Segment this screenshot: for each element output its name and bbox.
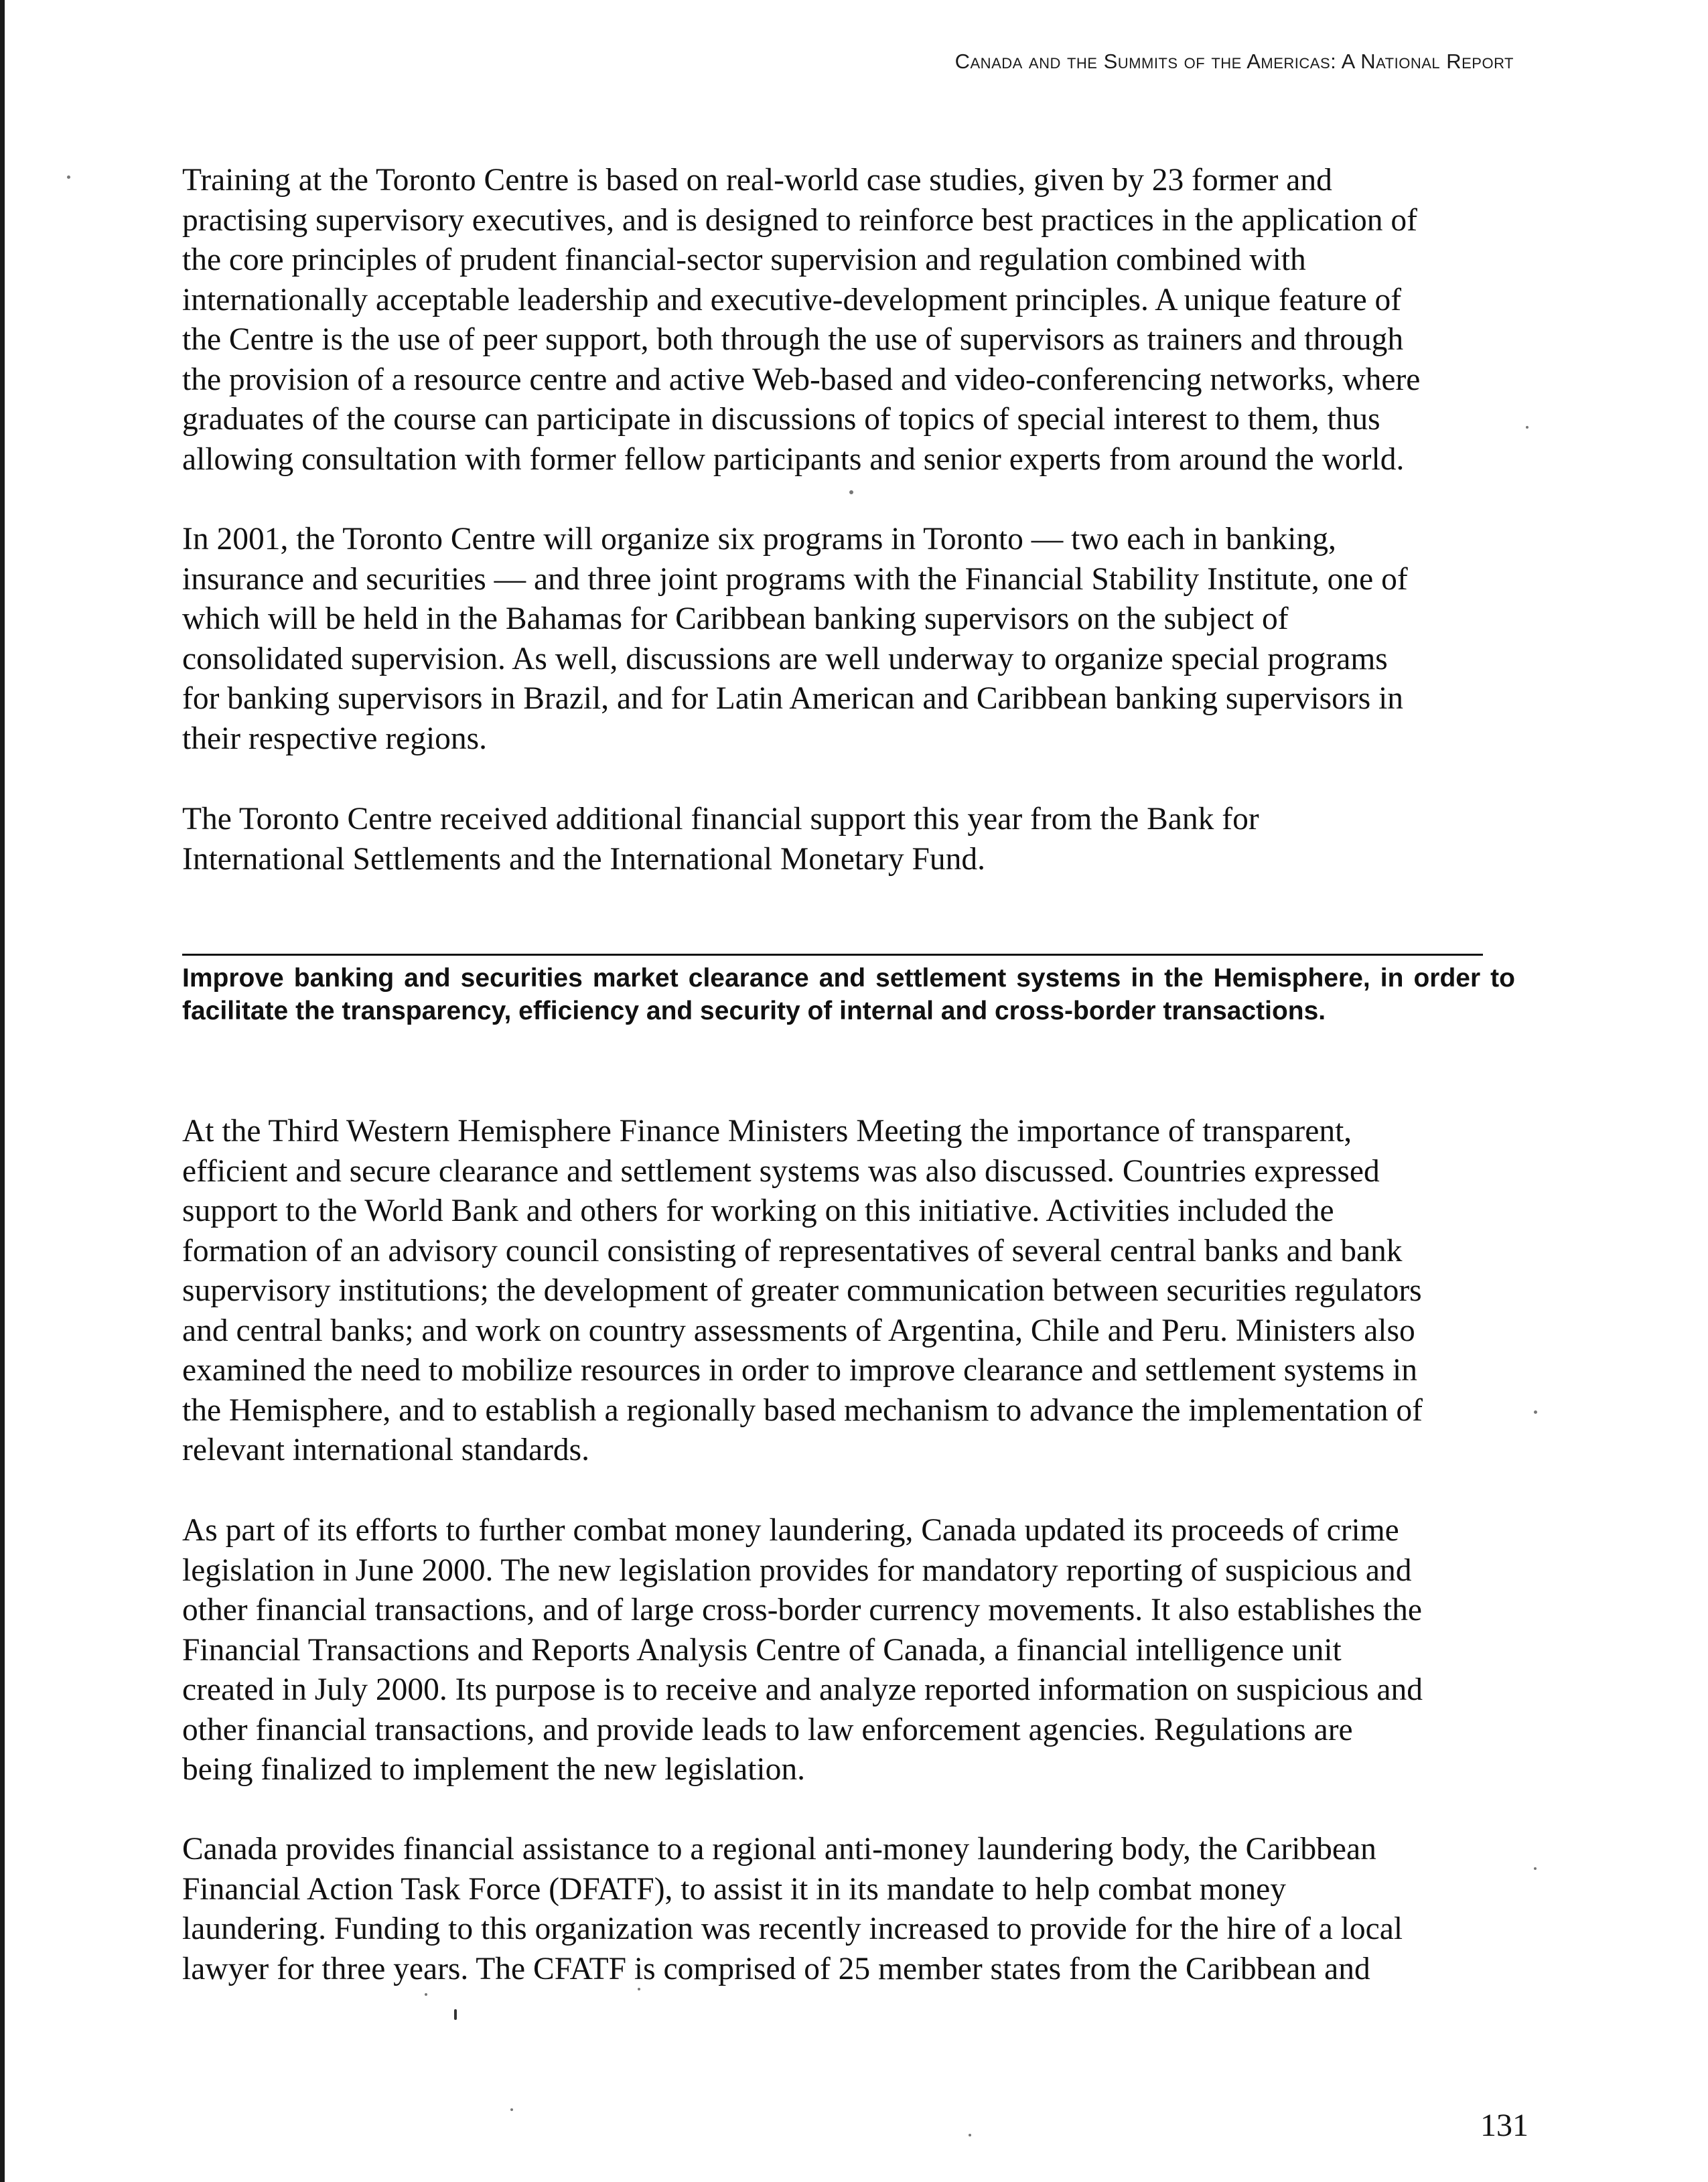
text-line: their respective regions. <box>182 721 488 756</box>
scan-speck <box>1534 1867 1537 1870</box>
scan-speck <box>67 175 70 179</box>
scan-speck <box>849 490 853 494</box>
text-line: legislation in June 2000. The new legislation provides for mandatory reporting of suspicious and <box>182 1552 1412 1588</box>
scan-speck <box>510 2108 513 2111</box>
text-line: efficient and secure clearance and settlement systems was also discussed. Countries expressed <box>182 1153 1380 1189</box>
summit-commitment-heading: Improve banking and securities market clearance and settlement systems in the Hemisphere, in order to facilitate the transparency, efficiency and security of internal and cross-border transactions. <box>182 964 1515 1025</box>
text-line: lawyer for three years. The CFATF is comprised of 25 member states from the Caribbean and <box>182 1951 1370 1986</box>
text-line: formation of an advisory council consisting of representatives of several central banks and bank <box>182 1233 1403 1268</box>
paragraph-2001-programs <box>182 520 1522 759</box>
scan-speck <box>454 2009 457 2020</box>
text-line: the provision of a resource centre and active Web-based and video-conferencing networks, where <box>182 362 1421 397</box>
text-line: As part of its efforts to further combat money laundering, Canada updated its proceeds of crime <box>182 1513 1399 1548</box>
text-line: Financial Transactions and Reports Analysis Centre of Canada, a financial intelligence unit <box>182 1632 1342 1668</box>
text-line: consolidated supervision. As well, discussions are well underway to organize special programs <box>182 641 1388 676</box>
text-line: support to the World Bank and others for working on this initiative. Activities included the <box>182 1193 1334 1228</box>
text-line: Canada provides financial assistance to a regional anti-money laundering body, the Caribbean <box>182 1832 1376 1867</box>
text-line: Training at the Toronto Centre is based on real-world case studies, given by 23 former and <box>182 163 1332 198</box>
text-line: internationally acceptable leadership and executive-development principles. A unique feature of <box>182 282 1402 317</box>
scan-speck <box>969 2134 971 2136</box>
paragraph-finance-ministers-meeting <box>182 1112 1522 1471</box>
section-divider <box>182 954 1483 956</box>
paragraph-toronto-centre-training <box>182 161 1522 480</box>
text-line: being finalized to implement the new legislation. <box>182 1752 805 1787</box>
scan-speck <box>1534 1410 1537 1414</box>
scan-speck <box>425 1993 427 1996</box>
page-number: 131 <box>1480 2108 1528 2143</box>
scan-speck <box>1526 426 1528 429</box>
text-line: insurance and securities — and three joint programs with the Financial Stability Institute, one of <box>182 561 1408 597</box>
text-line: International Settlements and the International Monetary Fund. <box>182 841 986 877</box>
text-line: created in July 2000. Its purpose is to receive and analyze reported information on suspicious and <box>182 1672 1423 1707</box>
text-line: practising supervisory executives, and is designed to reinforce best practices in the application of <box>182 202 1417 238</box>
text-line: relevant international standards. <box>182 1433 590 1467</box>
text-line: the Centre is the use of peer support, both through the use of supervisors as trainers and through <box>182 322 1404 357</box>
text-line: In 2001, the Toronto Centre will organize six programs in Toronto — two each in banking, <box>182 522 1336 557</box>
text-line: for banking supervisors in Brazil, and for Latin American and Caribbean banking supervisors in <box>182 681 1404 716</box>
text-line: other financial transactions, and of large cross-border currency movements. It also establishes the <box>182 1593 1422 1627</box>
text-line: laundering. Funding to this organization was recently increased to provide for the hire of a local <box>182 1911 1403 1946</box>
text-line: allowing consultation with former fellow participants and senior experts from around the world. <box>182 441 1405 477</box>
text-line: supervisory institutions; the development of greater communication between securities regulators <box>182 1273 1422 1308</box>
paragraph-financial-support <box>182 800 1522 879</box>
paragraph-cfatf-assistance <box>182 1830 1522 1989</box>
text-line: The Toronto Centre received additional financial support this year from the Bank for <box>182 802 1259 837</box>
text-line: At the Third Western Hemisphere Finance Ministers Meeting the importance of transparent, <box>182 1114 1352 1149</box>
text-line: Financial Action Task Force (DFATF), to assist it in its mandate to help combat money <box>182 1871 1286 1907</box>
text-line: examined the need to mobilize resources in order to improve clearance and settlement systems in <box>182 1353 1417 1388</box>
scan-speck <box>638 1988 640 1990</box>
scan-left-edge <box>0 0 5 2182</box>
running-header: Canada and the Summits of the Americas: A National Report <box>954 50 1514 73</box>
text-line: other financial transactions, and provide leads to law enforcement agencies. Regulations are <box>182 1712 1353 1747</box>
paragraph-money-laundering-legislation <box>182 1511 1522 1790</box>
text-line: and central banks; and work on country assessments of Argentina, Chile and Peru. Ministers also <box>182 1313 1415 1348</box>
text-line: the core principles of prudent financial-sector supervision and regulation combined with <box>182 242 1306 277</box>
text-line: graduates of the course can participate in discussions of topics of special interest to them, thus <box>182 402 1380 437</box>
text-line: the Hemisphere, and to establish a regionally based mechanism to advance the implementation of <box>182 1392 1423 1428</box>
text-line: which will be held in the Bahamas for Caribbean banking supervisors on the subject of <box>182 601 1289 636</box>
